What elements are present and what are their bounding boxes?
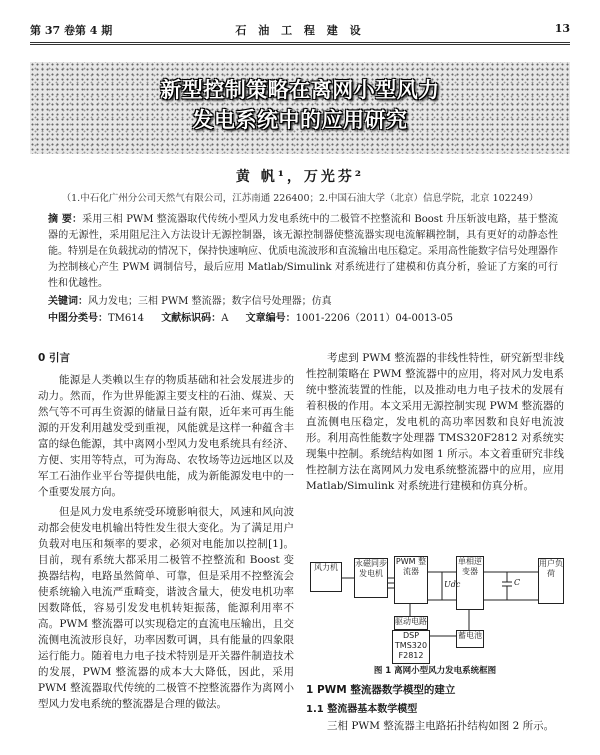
doc-code-label: 文献标识码： (161, 313, 222, 324)
fig-box-drive-circuit: 驱动电路 (394, 616, 428, 630)
right-paragraph-2: 三相 PWM 整流器主电路拓扑结构如图 2 所示。 (327, 720, 555, 732)
fig-box-dsp: DSP TMS320 F2812 (392, 630, 430, 664)
article-id-label: 文章编号： (245, 313, 296, 324)
figure-1-caption: 图 1 离网小型风力发电系统框图 (373, 666, 497, 676)
fig-box-wind-turbine: 风力机 (310, 562, 342, 592)
abstract (48, 212, 558, 292)
classification-line (48, 309, 558, 324)
fig-box-inverter: 单相逆变器 (456, 556, 484, 610)
clc-label: 中图分类号： (48, 313, 108, 324)
right-paragraph-2-wrap (306, 718, 564, 734)
header-journal: 石 油 工 程 建 设 (235, 24, 365, 37)
title-line-1: 新型控制策略在离网小型风力 (160, 78, 440, 102)
intro-paragraph-2: 但是风力发电系统受环境影响很大，风速和风向波动都会使发电机输出特性发生很大变化。为了满足用户负载对电压和频率的要求，必须对电能加以控制[1]。目前，现有系统大都采用二极管不控整流和 Boost 变换器结构，电路虽然简单、可靠，但是采用不控整流会使系统输入电流严重畸变，谐波含量大，使发电机功率因数降低，容易引发发电机转矩振荡，能源利用率不高。PWM 整流器可以实现稳定的直流电压输出，且交流侧电流波形良好，功率因数可调，具有能量的四象限运行能力。随着电力电子技术特别是开关器件制造技术的发展，PWM 整流器的成本大大降低，因此，采用 PWM 整流器取代传统的二极管不控整流器作为离网小型风力发电系统的整流器是合理的做法。 (38, 506, 294, 710)
keywords-label: 关键词： (48, 296, 88, 307)
authors: 黄 帆¹，万光芬² (235, 169, 365, 185)
keywords (48, 292, 558, 307)
fig-box-battery: 蓄电池 (456, 630, 484, 648)
fig-label-capacitor: C (514, 578, 521, 587)
intro-paragraph-1: 能源是人类赖以生存的物质基础和社会发展进步的动力。然而，作为世界能源主要支柱的石油、煤炭、天然气等不可再生资源的储量日益有限，近年来可再生能源的开发利用越发受到重视，风能就是这样一种蕴含丰富的绿色能源，其中离网小型风力发电系统具有经济、方便、实用等特点，可为海岛、农牧场等边远地区以及军工石油作业平台等提供电能，成为新能源发电中的一个重要发展方向。 (38, 374, 294, 498)
fig-box-user-load: 用户负荷 (538, 558, 564, 604)
fig-box-pwm-rectifier: PWM 整流器 (394, 556, 428, 604)
doc-code-value: A (221, 313, 229, 324)
article-id-value: 1001-2206（2011）04-0013-05 (295, 313, 453, 324)
header-page-number: 13 (554, 22, 570, 35)
header-rule (30, 42, 570, 43)
fig-label-udc: Udc (444, 580, 461, 589)
section-heading-1: 1 PWM 整流器数学模型的建立 (306, 684, 456, 696)
left-column (38, 350, 294, 712)
abstract-label: 摘 要： (48, 214, 83, 225)
keywords-text: 风力发电；三相 PWM 整流器；数字信号处理器；仿真 (88, 296, 332, 307)
section-heading-intro: 0 引言 (38, 352, 70, 364)
fig-box-pm-generator: 永磁同步发电机 (354, 558, 388, 598)
figure-1-diagram (306, 550, 564, 662)
clc-value: TM614 (108, 313, 144, 324)
right-paragraph-1: 考虑到 PWM 整流器的非线性特性，研究新型非线性控制策略在 PWM 整流器中的应用，将对风力发电系统中整流装置的性能，以及推动电力电子技术的发展有着积极的作用。本文采用无源控制实现 PWM 整流器的直流侧电压稳定，发电机的高功率因数和良好电流波形。利用高性能数字处理器 TMS320F2812 对系统实现集中控制。系统结构如图 1 所示。本文着重研究非线性控制方法在离网风力发电系统整流器中的应用，应用 Matlab/Simulink 对系统进行建模和仿真分析。 (306, 352, 564, 492)
header-rule-2 (30, 44, 570, 45)
title-line-2: 发电系统中的应用研究 (192, 108, 408, 132)
header-volume: 第 37 卷第 4 期 (30, 24, 113, 37)
right-column-top (306, 350, 564, 494)
abstract-text: 采用三相 PWM 整流器取代传统小型风力发电系统中的二极管不控整流和 Boost 升压斩波电路，基于整流器的无源性，采用阻尼注入方法设计无源控制器，该无源控制器使整流器实现电流解耦控制，具有更好的动静态性能。特别是在负载扰动的情况下，保持快速响应、优质电流波形和直流输出电压稳定。采用高性能数字信号处理器作为控制核心产生 PWM 调制信号，最后应用 Matlab/Simulink 对系统进行了建模和仿真分析，验证了方案的可行性和优越性。 (48, 214, 558, 289)
section-heading-1-1: 1.1 整流器基本数学模型 (306, 704, 418, 715)
affiliation: （1.中石化广州分公司天然气有限公司，江苏南通 226400；2.中国石油大学（北京）信息学院，北京 102249） (61, 193, 539, 204)
figure-connectors (306, 550, 564, 662)
